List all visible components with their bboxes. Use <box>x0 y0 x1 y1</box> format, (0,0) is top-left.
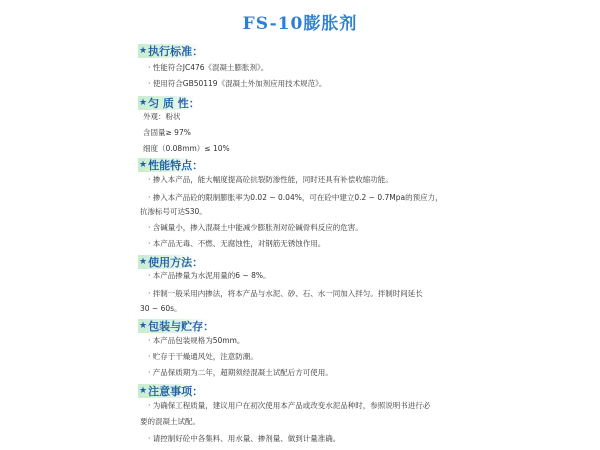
list-item: · 贮存于干燥通风处，注意防潮。 <box>148 352 258 361</box>
star-icon: ★ <box>139 386 148 396</box>
list-item: 30 ~ 60s。 <box>140 304 182 313</box>
list-item: 细度（0.08mm）≤ 10% <box>143 144 230 153</box>
star-icon: ★ <box>139 46 148 56</box>
list-item: · 请控制好砼中各集料、用水量、掺剂量、做到计量准确。 <box>148 434 341 443</box>
section-header-features <box>138 158 203 172</box>
section-label: 性能特点： <box>148 159 204 172</box>
section-header-standards <box>138 44 203 58</box>
list-item: 含固量≥ 97% <box>143 128 191 137</box>
section-label: 使用方法： <box>148 256 204 269</box>
section-label: 包装与贮存： <box>148 320 215 333</box>
star-icon: ★ <box>139 98 148 108</box>
section-header-packaging <box>138 319 214 333</box>
list-item: 要的混凝土试配。 <box>140 417 200 426</box>
list-item: · 含碱量小，掺入混凝土中能减少膨胀剂对砼碱骨料反应的危害。 <box>148 223 363 232</box>
section-label: 匀 质 性： <box>148 97 200 110</box>
list-item: · 产品保质期为二年，超期须经混凝土试配后方可使用。 <box>148 368 333 377</box>
list-item: · 拌制一般采用内掺法，将本产品与水泥、砂、石、水一同加入拌匀。拌制时间延长 <box>148 289 423 298</box>
list-item: · 本产品无毒、不燃、无腐蚀性，对钢筋无锈蚀作用。 <box>148 239 326 248</box>
list-item: 外观：粉状 <box>143 112 181 121</box>
star-icon: ★ <box>139 257 148 267</box>
list-item: · 本产品掺量为水泥用量的6 ~ 8%。 <box>148 271 271 280</box>
list-item: · 本产品包装规格为50mm。 <box>148 336 245 345</box>
section-header-notes <box>138 384 203 398</box>
section-label: 注意事项： <box>148 385 204 398</box>
star-icon: ★ <box>139 160 148 170</box>
section-label: 执行标准： <box>148 45 204 58</box>
list-item: 抗渗标号可达S30。 <box>140 207 207 216</box>
list-item: · 掺入本产品砼的限制膨胀率为0.02 ~ 0.04%，可在砼中建立0.2 ~ 0.7Mpa的预应力， <box>148 193 443 202</box>
section-header-usage <box>138 255 203 269</box>
page-title: FS-10膨胀剂 <box>242 14 358 34</box>
list-item: · 性能符合JC476《混凝土膨胀剂》。 <box>148 63 269 72</box>
section-header-uniformity <box>138 96 200 110</box>
list-item: · 掺入本产品，能大幅度提高砼抗裂防渗性能，同时还具有补偿收缩功能。 <box>148 175 393 184</box>
star-icon: ★ <box>139 321 148 331</box>
list-item: · 为确保工程质量，建议用户在初次使用本产品或改变水泥品种时，参照说明书进行必 <box>148 401 431 410</box>
list-item: · 使用符合GB50119《混凝土外加剂应用技术规范》。 <box>148 79 327 88</box>
